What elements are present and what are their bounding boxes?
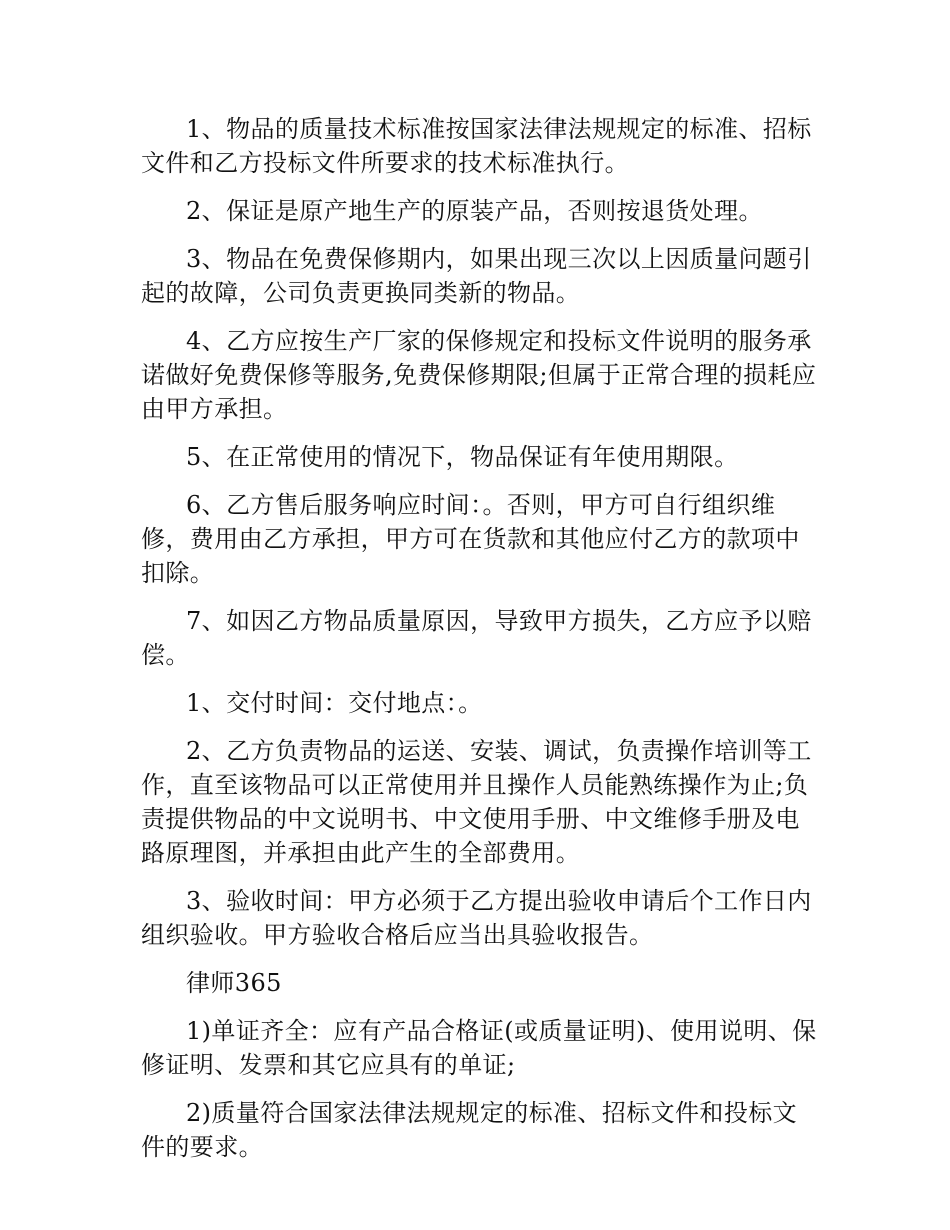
paragraph-free-warranty: 3、物品在免费保修期内，如果出现三次以上因质量问题引起的故障，公司负责更换同类新的物品。 [141,245,812,307]
paragraph-quality-compliance: 2)质量符合国家法律法规规定的标准、招标文件和投标文件的要求。 [141,1099,798,1161]
paragraph-warranty-service: 4、乙方应按生产厂家的保修规定和投标文件说明的服务承诺做好免费保修等服务,免费保修期限;但属于正常合理的损耗应由甲方承担。 [141,327,817,423]
paragraph-quality-standard: 1、物品的质量技术标准按国家法律法规规定的标准、招标文件和乙方投标文件所要求的技术标准执行。 [141,115,812,177]
paragraph-documents-complete: 1)单证齐全：应有产品合格证(或质量证明)、使用说明、保修证明、发票和其它应具有的单证; [141,1017,817,1079]
paragraph-usage-period: 5、在正常使用的情况下，物品保证有年使用期限。 [186,443,739,471]
paragraph-source-note: 律师365 [186,969,282,997]
paragraph-original-product: 2、保证是原产地生产的原装产品，否则按退货处理。 [186,197,763,225]
document-body [141,112,821,1178]
paragraph-compensation: 7、如因乙方物品质量原因，导致甲方损失，乙方应予以赔偿。 [141,607,812,669]
paragraph-delivery-time: 1、交付时间：交付地点：。 [186,689,483,717]
paragraph-response-time: 6、乙方售后服务响应时间：。否则，甲方可自行组织维修，费用由乙方承担，甲方可在货款和其他应付乙方的款项中扣除。 [141,491,800,587]
paragraph-installation: 2、乙方负责物品的运送、安装、调试，负责操作培训等工作，直至该物品可以正常使用并且操作人员能熟练操作为止;负责提供物品的中文说明书、中文使用手册、中文维修手册及电路原理图，并承担由此产生的全部费用。 [141,737,812,867]
paragraph-acceptance-time: 3、验收时间：甲方必须于乙方提出验收申请后个工作日内组织验收。甲方验收合格后应当出具验收报告。 [141,887,812,949]
